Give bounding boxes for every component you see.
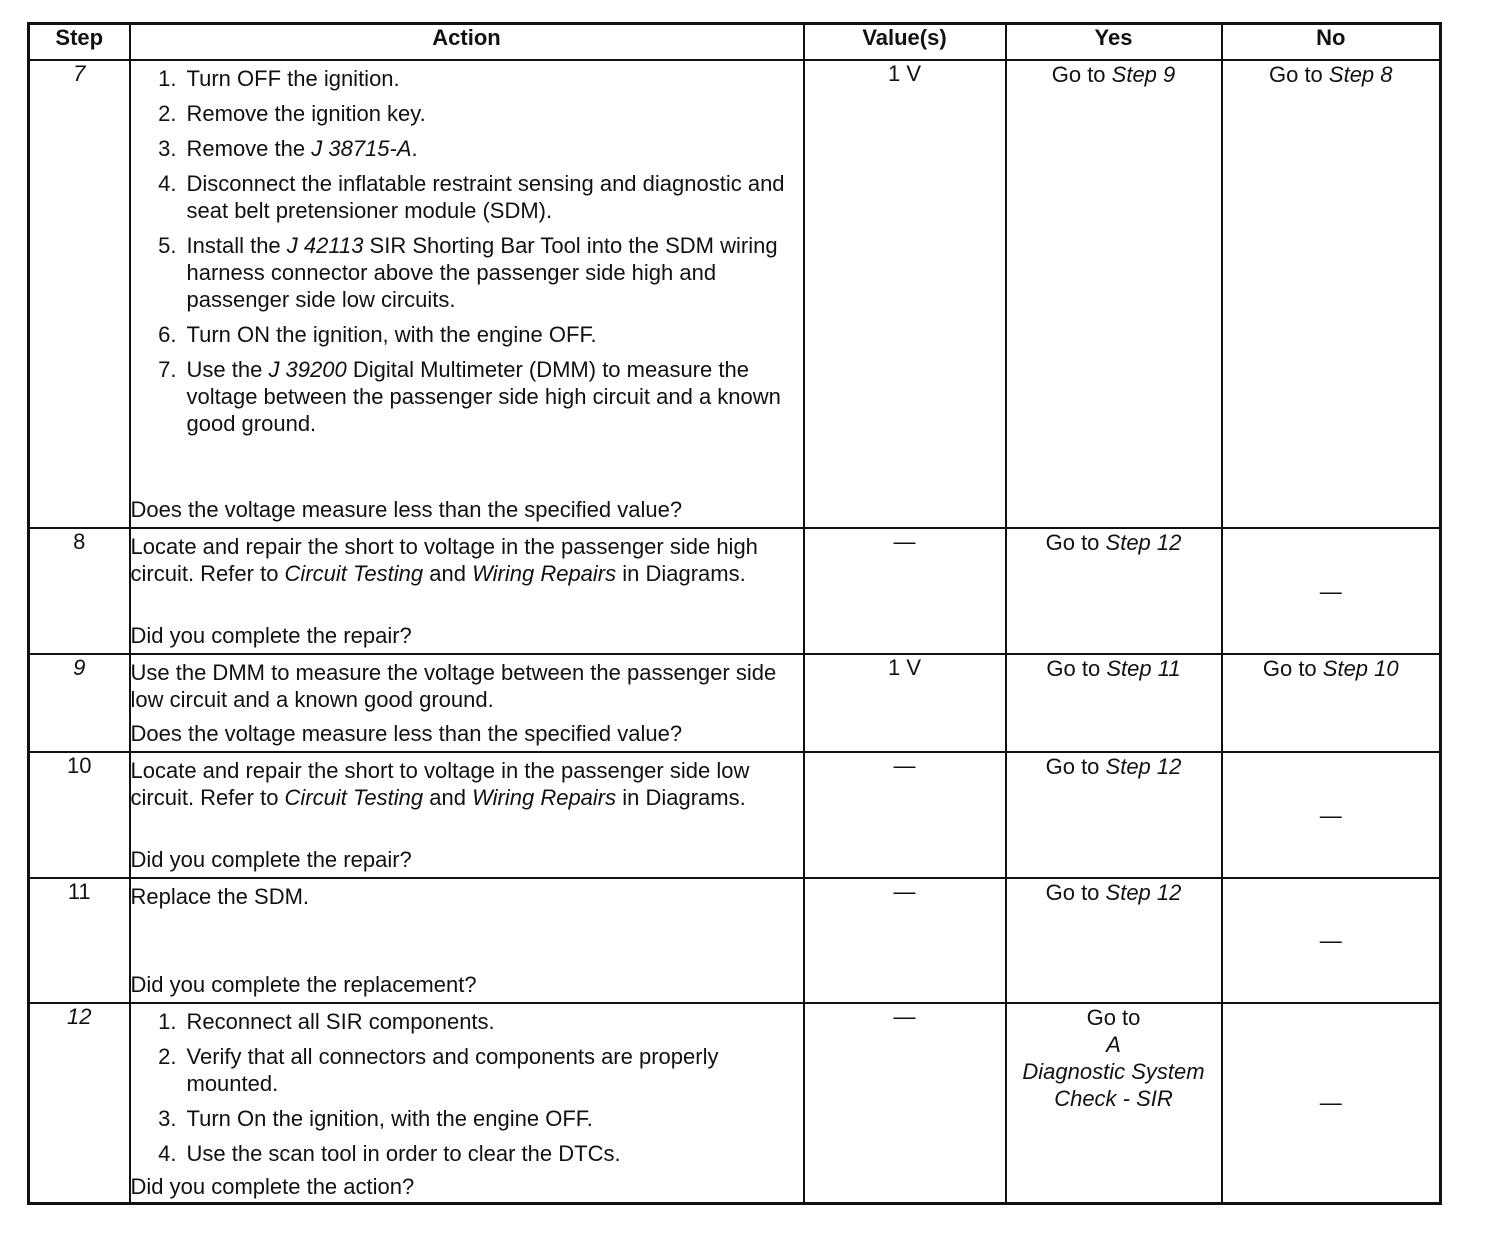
step-number: 12 <box>29 1003 130 1203</box>
step-number: 10 <box>29 752 130 878</box>
action-question: Did you complete the repair? <box>130 847 412 872</box>
action-list <box>131 1008 803 1167</box>
value-cell: — <box>804 528 1006 654</box>
no-cell: — <box>1222 878 1441 1003</box>
value-cell: — <box>804 1003 1006 1203</box>
yes-cell: Go to Step 9 <box>1006 60 1222 528</box>
action-text: Replace the SDM. <box>130 884 310 909</box>
list-item: 6. Turn ON the ignition, with the engine OFF. <box>158 322 597 347</box>
table-row-step-11 <box>29 878 1441 1003</box>
yes-cell: Go to Step 12 <box>1006 528 1222 654</box>
yes-cell: Go to Step 11 <box>1006 654 1222 752</box>
no-cell: — <box>1222 1003 1441 1203</box>
action-text: Locate and repair the short to voltage in the passenger side high circuit. Refer to Circuit Testing and Wiring Repairs in Diagrams. <box>130 534 758 586</box>
table-row-step-7 <box>29 60 1441 528</box>
action-text: Locate and repair the short to voltage in the passenger side low circuit. Refer to Circuit Testing and Wiring Repairs in Diagrams. <box>130 758 750 810</box>
action-list <box>131 65 803 445</box>
action-cell <box>130 1003 804 1203</box>
header-yes: Yes <box>1006 24 1222 61</box>
yes-cell: Go to Step 12 <box>1006 752 1222 878</box>
list-item: 4. Use the scan tool in order to clear the DTCs. <box>158 1141 621 1166</box>
table-row-step-12 <box>29 1003 1441 1203</box>
action-question: Does the voltage measure less than the specified value? <box>130 721 683 746</box>
action-cell <box>130 878 804 1003</box>
action-question: Does the voltage measure less than the specified value? <box>130 497 683 522</box>
value-cell: 1 V <box>804 60 1006 528</box>
list-item: 3. Turn On the ignition, with the engine OFF. <box>158 1106 593 1131</box>
action-cell <box>130 752 804 878</box>
step-number: 11 <box>29 878 130 1003</box>
table-row-step-10 <box>29 752 1441 878</box>
action-question: Did you complete the replacement? <box>130 972 477 997</box>
header-row <box>29 24 1441 61</box>
action-cell <box>130 60 804 528</box>
step-number: 7 <box>29 60 130 528</box>
no-cell: — <box>1222 528 1441 654</box>
table-row-step-8 <box>29 528 1441 654</box>
action-question: Did you complete the repair? <box>130 623 412 648</box>
list-item: 5. Install the J 42113 SIR Shorting Bar Tool into the SDM wiring harness connector above the passenger side high and passenger side low circuits. <box>158 233 778 312</box>
header-action: Action <box>130 24 804 61</box>
action-text: Use the DMM to measure the voltage between the passenger side low circuit and a known good ground. <box>130 660 777 712</box>
list-item: 4. Disconnect the inflatable restraint sensing and diagnostic and seat belt pretensioner module (SDM). <box>158 171 785 223</box>
value-cell: — <box>804 878 1006 1003</box>
list-item: 1. Reconnect all SIR components. <box>158 1009 495 1034</box>
no-cell: — <box>1222 752 1441 878</box>
list-item: 1. Turn OFF the ignition. <box>158 66 400 91</box>
yes-cell: Go to A Diagnostic System Check - SIR <box>1006 1003 1222 1203</box>
value-cell: — <box>804 752 1006 878</box>
value-cell: 1 V <box>804 654 1006 752</box>
header-values: Value(s) <box>804 24 1006 61</box>
list-item: 3. Remove the J 38715-A. <box>158 136 418 161</box>
yes-cell: Go to Step 12 <box>1006 878 1222 1003</box>
action-cell <box>130 654 804 752</box>
list-item: 2. Remove the ignition key. <box>158 101 426 126</box>
diagnostic-table <box>27 22 1442 1205</box>
action-cell <box>130 528 804 654</box>
list-item: 2. Verify that all connectors and components are properly mounted. <box>158 1044 719 1096</box>
header-step: Step <box>29 24 130 61</box>
step-number: 9 <box>29 654 130 752</box>
action-question: Did you complete the action? <box>130 1174 415 1199</box>
no-cell: Go to Step 8 <box>1222 60 1441 528</box>
list-item: 7. Use the J 39200 Digital Multimeter (DMM) to measure the voltage between the passenger side high circuit and a known good ground. <box>158 357 781 436</box>
header-no: No <box>1222 24 1441 61</box>
step-number: 8 <box>29 528 130 654</box>
table-row-step-9 <box>29 654 1441 752</box>
no-cell: Go to Step 10 <box>1222 654 1441 752</box>
